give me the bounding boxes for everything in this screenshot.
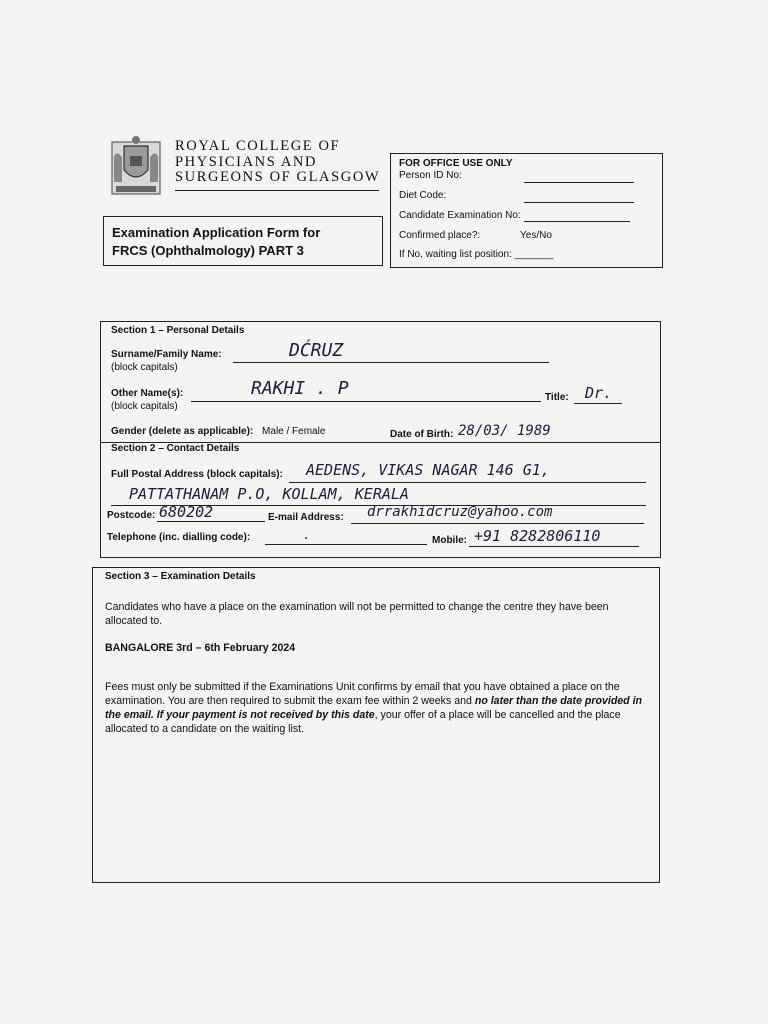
other-names-field[interactable]: RAKHI . P	[251, 378, 349, 399]
postcode-field[interactable]: 680202	[159, 503, 214, 521]
telephone-label: Telephone (inc. dialling code):	[107, 532, 251, 543]
person-id-label: Person ID No:	[399, 170, 462, 181]
title-line	[574, 403, 622, 404]
section2-heading: Section 2 – Contact Details	[111, 443, 240, 454]
confirmed-place-options[interactable]: Yes/No	[520, 230, 552, 241]
title-field[interactable]: Dr.	[585, 384, 613, 402]
office-use-heading: FOR OFFICE USE ONLY	[399, 158, 513, 169]
section1-heading: Section 1 – Personal Details	[111, 325, 245, 336]
postcode-label: Postcode:	[107, 510, 156, 521]
diet-code-line[interactable]	[524, 202, 634, 203]
dob-label: Date of Birth:	[390, 429, 454, 440]
email-label: E-mail Address:	[268, 512, 344, 523]
candidate-exam-no-label: Candidate Examination No:	[399, 210, 521, 221]
waiting-list-label: If No, waiting list position: _______	[399, 249, 554, 260]
fee-text-2: , your offer of a place will be cancelled and the place allocated to a candidate on the waiting list.	[105, 709, 621, 735]
other-names-line	[191, 401, 541, 402]
gender-label: Gender (delete as applicable):	[111, 426, 254, 437]
office-use-box	[390, 153, 663, 268]
surname-block-capitals: (block capitals)	[111, 362, 178, 373]
other-names-label: Other Name(s):	[111, 388, 184, 399]
section3-venue: BANGALORE 3rd – 6th February 2024	[105, 642, 296, 654]
surname-field[interactable]: DĆRUZ	[289, 340, 344, 361]
college-crest-icon	[110, 136, 162, 196]
diet-code-label: Diet Code:	[399, 190, 447, 201]
confirmed-place-label: Confirmed place?:	[399, 230, 481, 241]
email-field[interactable]: drrakhidcruz@yahoo.com	[367, 504, 553, 520]
address-line-2-field[interactable]: PATTATHANAM P.O, KOLLAM, KERALA	[129, 485, 409, 503]
email-line	[351, 523, 644, 524]
fee-emphasis: no later than the date provided in the email. If your payment is not received by this date	[105, 695, 643, 721]
surname-line	[233, 362, 549, 363]
mobile-line	[469, 546, 639, 547]
personal-contact-sections	[100, 321, 661, 558]
address-line-1-field[interactable]: AEDENS, VIKAS NAGAR 146 G1,	[306, 461, 550, 479]
address-line-1-rule	[289, 482, 646, 483]
mobile-field[interactable]: +91 8282806110	[474, 527, 601, 545]
title-label: Title:	[545, 392, 569, 403]
surname-label: Surname/Family Name:	[111, 349, 222, 360]
dob-field[interactable]: 28/03/ 1989	[458, 423, 551, 439]
person-id-line[interactable]	[524, 182, 634, 183]
form-title-line-2: FRCS (Ophthalmology) PART 3	[112, 243, 304, 258]
gender-row	[111, 426, 325, 437]
college-line-3: SURGEONS OF GLASGOW	[175, 169, 381, 185]
postcode-line	[157, 521, 265, 522]
form-title-box	[103, 216, 383, 266]
section3-centre-note: Candidates who have a place on the examination will not be permitted to change the centre they have been allocated to.	[105, 601, 609, 627]
fee-text-1: Fees must only be submitted if the Examinations Unit confirms by email that you have obtained a place on the examination. You are then required to submit the exam fee within 2 weeks and	[105, 681, 620, 707]
candidate-exam-no-line[interactable]	[524, 221, 630, 222]
section3-fee-paragraph	[105, 680, 650, 736]
section3-box	[92, 567, 660, 883]
mobile-label: Mobile:	[432, 535, 467, 546]
college-name	[175, 139, 380, 186]
other-names-block-capitals: (block capitals)	[111, 401, 178, 412]
college-line-2: PHYSICIANS AND	[175, 153, 318, 170]
form-title-line-1: Examination Application Form for	[112, 225, 321, 240]
address-label: Full Postal Address (block capitals):	[111, 469, 283, 480]
college-line-1: ROYAL COLLEGE OF	[175, 138, 341, 154]
telephone-line	[265, 544, 427, 545]
gender-options[interactable]: Male / Female	[262, 426, 326, 437]
college-underline	[175, 190, 379, 191]
section3-heading: Section 3 – Examination Details	[105, 571, 256, 582]
telephone-field[interactable]: .	[303, 528, 311, 542]
